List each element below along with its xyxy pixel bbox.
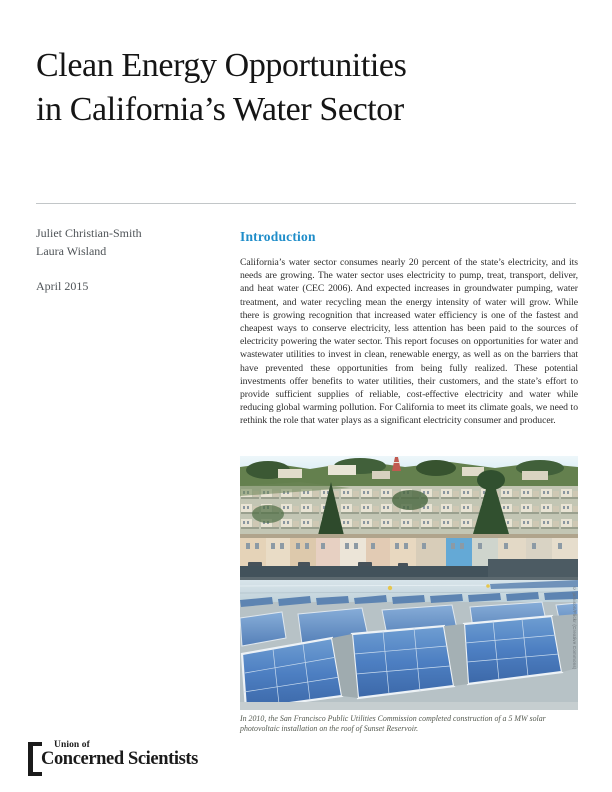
figure-caption: In 2010, the San Francisco Public Utilities Commission completed construction of a 5 MW solar photovoltaic installation on the roof of Sunset Reservoir. <box>240 714 546 733</box>
header-divider <box>36 203 576 204</box>
author-name: Laura Wisland <box>36 244 107 258</box>
logo-line-2: Concerned Scientists <box>41 749 198 769</box>
cover-photo-illustration <box>240 456 578 710</box>
section-heading: Introduction <box>240 229 316 244</box>
title-line-2: in California’s Water Sector <box>36 91 404 128</box>
page-title <box>36 44 406 132</box>
logo-line-1: Union of <box>54 740 90 750</box>
section-body-text: California’s water sector consumes nearly 20 percent of the state’s electricity, and its needs are growing. The water sector uses electricity to pump, treat, transport, deliver, and heat water (CEC 2006). And expected increases in groundwater pumping, water treatment, and water recycling mean the energy intensity of water will grow. While there is growing recognition that increased water efficiency is one of the fastest and cheapest ways to conserve electricity, less attention has been paid to the sources of electricity powering the water sector. This report focuses on opportunities for water and wastewater utilities to invest in clean, renewable energy, as well as on the barriers that have prevented these opportunities from being fully realized. These potential investments offer benefits to water utilities, their customers, and the state’s effort to provide sufficient supplies of reliable, cost-effective electricity and water while reducing global warming pollution. For California to meet its climate goals, we need to rethink the role that water plays as a significant electricity consumer and producer. <box>240 257 578 427</box>
main-column <box>240 229 578 428</box>
logo-text <box>41 740 198 769</box>
ucs-logo <box>28 740 198 776</box>
publication-date: April 2015 <box>36 279 89 293</box>
byline-block <box>36 224 142 295</box>
photo-credit: © jamison/Flickr (Creative Commons) <box>572 586 577 670</box>
author-name: Juliet Christian-Smith <box>36 226 142 240</box>
cover-figure <box>240 456 578 734</box>
bracket-icon <box>28 742 42 776</box>
title-line-1: Clean Energy Opportunities <box>36 47 407 84</box>
